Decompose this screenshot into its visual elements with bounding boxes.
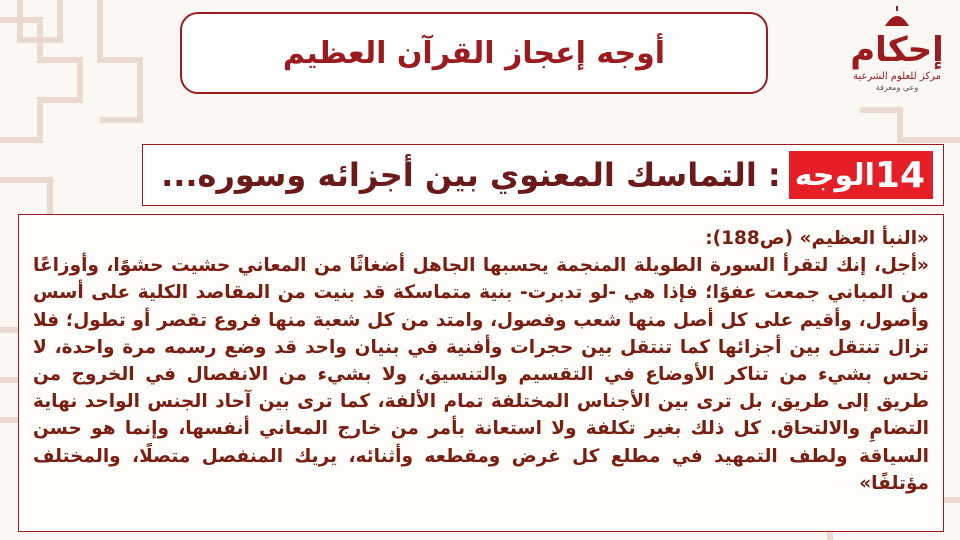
quote-source: «النبأ العظيم» (ص188):: [705, 228, 929, 249]
dome-icon: [877, 6, 917, 26]
quote-body: [33, 225, 929, 497]
logo-tagline: وعي ومعرفة: [875, 83, 919, 92]
aspect-number: 14: [874, 154, 925, 196]
aspect-label: الوجه: [794, 157, 875, 193]
page-title: أوجه إعجاز القرآن العظيم: [282, 35, 666, 71]
heading-title: : التماسك المعنوي بين أجزائه وسوره...: [161, 156, 781, 194]
title-banner: [180, 12, 768, 94]
quote-panel: [18, 214, 944, 532]
logo-wordmark: إحكام: [850, 30, 944, 70]
section-heading: [142, 144, 944, 206]
aspect-badge: [789, 151, 933, 199]
brand-logo: [838, 6, 956, 102]
quote-text: «أجل، إنك لتقرأ السورة الطويلة المنجمة يحسبها الجاهل أضغاثًا من المعاني حشيت حشوًا، وأوزاعًا من المباني جمعت عفوًا؛ فإذا هي -لو تدبرت- بنية متماسكة قد بنيت من المقاصد الكلية على أسس وأصول، وأقيم على كل أصل منها شعب وفصول، وامتد من كل شعبة منها فروع تقصر أو تطول؛ فلا تزال تنتقل بين أجزائها كما تنتقل بين حجرات وأفنية في بنيان واحد قد وضع رسمه مرة واحدة، لا تحس بشيء من تناكر الأوضاع في التقسيم والتنسيق، ولا بشيء من الانفصال في الخروج من طريق إلى طريق، بل ترى بين الأجناس المختلفة تمام الألفة، كما ترى بين آحاد الجنس الواحد نهاية التضامِ والالتحاق. كل ذلك بغير تكلفة ولا استعانة بأمر من خارج المعاني أنفسها، وإنما هو حسن السياقة ولطف التمهيد في مطلع كل غرض ومقطعه وأثنائه، يريك المنفصل متصلًا، والمختلف مؤتلفًا»: [33, 255, 929, 494]
logo-subtitle: مركز للعلوم الشرعية: [853, 71, 941, 82]
